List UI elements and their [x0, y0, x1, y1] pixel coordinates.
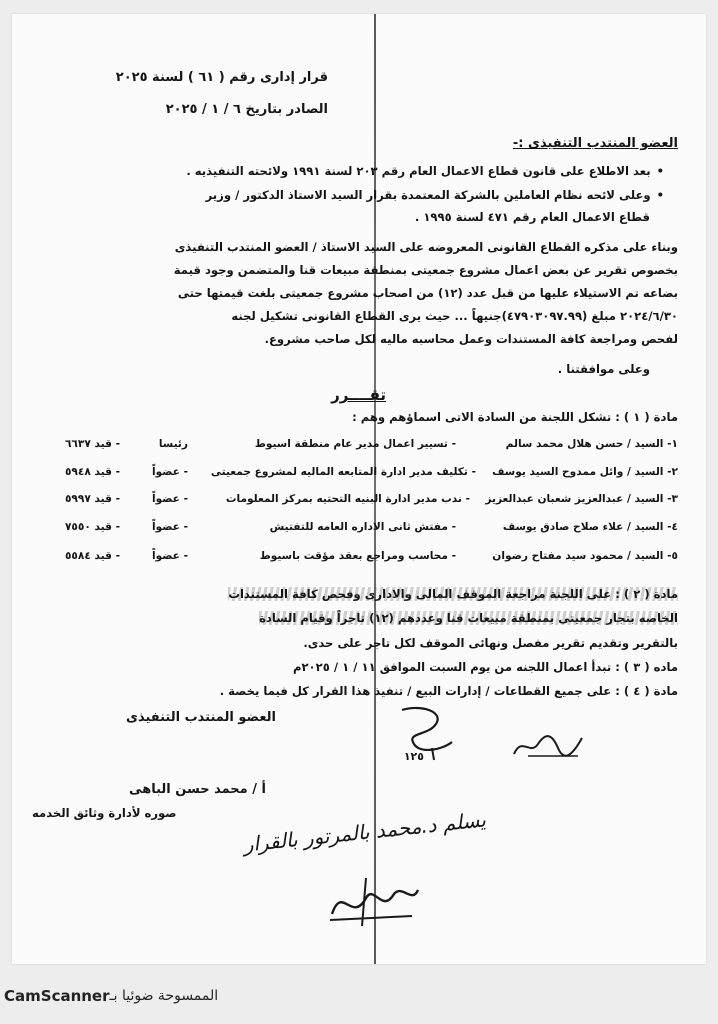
- member-4-job: - مفتش ثانى الاداره العامه للتفتيش: [269, 521, 456, 533]
- memo-line-1: وبناء على مذكره القطاع القانونى المعروضه على السيد الاستاذ / العضو المنتدب التنفيذى: [174, 240, 678, 254]
- member-5-code: - قيد ٥٥٨٤: [64, 550, 120, 562]
- preamble-item-3: قطاع الاعمال العام رقم ٤٧١ لسنة ١٩٩٥ .: [414, 210, 650, 224]
- member-4-role: - عضواً: [151, 521, 188, 533]
- issuer-title: العضو المنتدب التنفيذى :-: [512, 136, 678, 151]
- article-2-line-3: بالتقرير وتقديم تقرير مفصل ونهائى الموقف لكل تاجر على حدى.: [303, 636, 678, 650]
- member-2-name: ٢- السيد / وائل ممدوح السيد يوسف: [492, 466, 678, 478]
- preamble-item-2: • وعلى لائحه نظام العاملين بالشركة المعتمدة بقرار السيد الاستاذ الدكتور / وزير: [206, 188, 664, 202]
- issued-date: الصادر بتاريخ ٦ / ١ / ٢٠٢٥: [165, 102, 328, 117]
- camscanner-watermark: [0, 968, 718, 1024]
- member-4-name: ٤- السيد / علاء صلاح صادق يوسف: [502, 521, 678, 533]
- approval-line: وعلى موافقتنا .: [557, 362, 650, 376]
- decision-document: [12, 14, 706, 964]
- stamp-number: ١٢٥: [403, 750, 424, 763]
- scanner-brand: CamScanner: [4, 987, 110, 1005]
- article-2-line-1: مادة ( ٢ ) : على اللجنة مراجعة الموقف المالى والادارى وفحص كافة المستندات: [228, 587, 678, 601]
- memo-line-3: بضاعه تم الاستيلاء عليها من قبل عدد (١٢) من اصحاب مشروع جمعيتى بلغت قيمتها حتى: [177, 286, 678, 300]
- member-1-name: ١- السيد / حسن هلال محمد سالم: [505, 438, 678, 450]
- member-1-role: رئيسا: [158, 438, 188, 450]
- preamble-item-1: • بعد الاطلاع على قانون قطاع الاعمال العام رقم ٢٠٣ لسنة ١٩٩١ ولائحته التنفيذيه .: [186, 164, 664, 178]
- scanner-label: الممسوحة ضوئيا بـ: [109, 988, 219, 1004]
- member-3-name: ٣- السيد / عبدالعزيز شعبان عبدالعزيز: [485, 493, 678, 505]
- member-5-role: - عضواً: [151, 550, 188, 562]
- article-2-line-2: الخاصه بتجار جمعيتى بمنطقة مبيعات قنا وعددهم (١٢) تاجراً وقيام السادة: [259, 611, 678, 625]
- member-2-job: - تكليف مدير ادارة المتابعه الماليه لمشروع جمعيتى: [210, 466, 476, 478]
- bottom-signature: [322, 874, 422, 930]
- document-page: [12, 14, 706, 964]
- director-signature: [392, 702, 462, 762]
- signatory-name: أ / محمد حسن الباهى: [129, 782, 266, 797]
- member-4-code: - قيد ٧٥٥٠: [64, 521, 120, 533]
- memo-line-2: بخصوص تقرير عن بعض اعمال مشروع جمعيتى بمنطقة مبيعات قنا والمتضمن وجود قيمة: [173, 263, 678, 277]
- article-3: ماده ( ٣ ) : تبدأ اعمال اللجنه من يوم السبت الموافق ١١ / ١ / ٢٠٢٥م: [292, 660, 678, 674]
- copy-to-line: صوره لأدارة وثائق الخدمه: [32, 806, 177, 820]
- member-1-job: - تسيير اعمال مدير عام منطقة اسيوط: [254, 438, 456, 450]
- article-1: مادة ( ١ ) : تشكل اللجنة من السادة الاتى اسماؤهم وهم :: [352, 410, 678, 424]
- member-2-role: - عضواً: [151, 466, 188, 478]
- member-1-code: - قيد ٦٦٣٧: [64, 438, 120, 450]
- signatory-title: العضو المنتدب التنفيذى: [126, 710, 276, 725]
- member-5-name: ٥- السيد / محمود سيد مفتاح رضوان: [492, 550, 678, 562]
- memo-line-4: ٢٠٢٤/٦/٣٠ مبلغ (٤٧٩٠٣٠٩٧.٩٩)جنيهاً ... حيث يرى القطاع القانونى تشكيل لجنه: [231, 309, 678, 323]
- signatory-initials: [508, 726, 588, 762]
- member-3-code: - قيد ٥٩٩٧: [64, 493, 120, 505]
- member-3-job: - ندب مدير ادارة البنيه التحتيه بمركز المعلومات: [225, 493, 470, 505]
- decides-heading: تقــــرر: [331, 386, 386, 404]
- member-3-role: - عضواً: [151, 493, 188, 505]
- decision-number: قرار إدارى رقم ( ٦١ ) لسنة ٢٠٢٥: [115, 70, 328, 85]
- article-4: مادة ( ٤ ) : على جميع القطاعات / إدارات البيع / تنفيذ هذا القرار كل فيما يخصة .: [219, 684, 678, 698]
- member-2-code: - قيد ٥٩٤٨: [64, 466, 120, 478]
- handwritten-note: يسلم د.محمد بالمرتور بالقرار: [242, 807, 487, 857]
- member-5-job: - محاسب ومراجع بعقد مؤقت باسيوط: [259, 550, 456, 562]
- memo-line-5: لفحص ومراجعة كافة المستندات وعمل محاسبه ماليه لكل صاحب مشروع.: [264, 332, 678, 346]
